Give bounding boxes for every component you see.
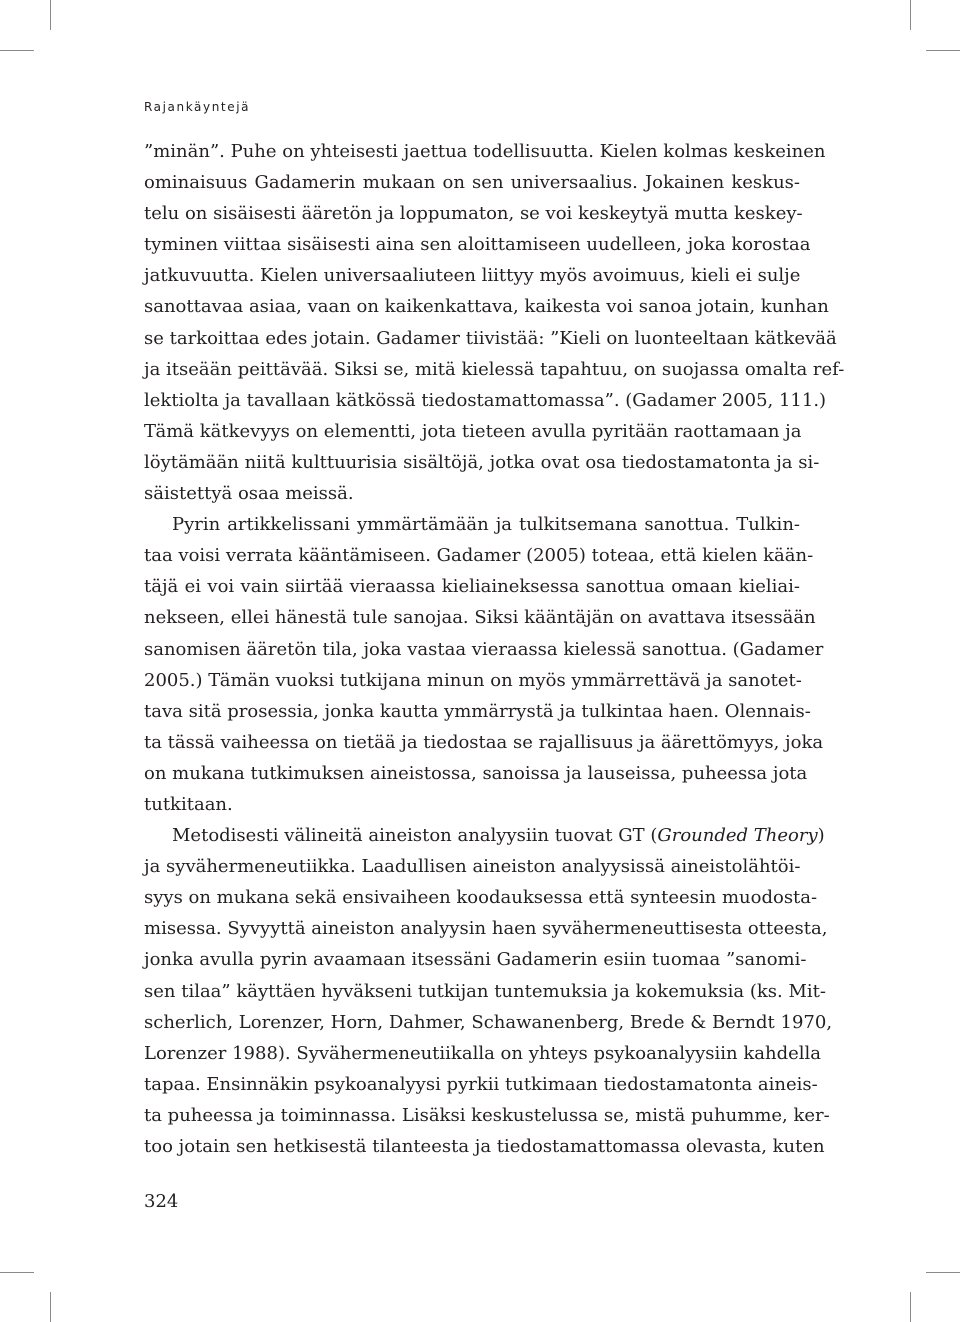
body-text [144, 136, 845, 1162]
crop-mark [50, 0, 51, 30]
text-line [144, 820, 825, 851]
text-line: tapaa. Ensinnäkin psykoanalyysi pyrkii tutkimaan tiedostamatonta aineis- [144, 1073, 818, 1095]
text-line: 2005.) Tämän vuoksi tutkijana minun on myös ymmärrettävä ja sanotet- [144, 669, 802, 691]
crop-mark [0, 1272, 34, 1273]
text-line: sanottavaa asiaa, vaan on kaikenkattava, kaikesta voi sanoa jotain, kunhan [144, 296, 829, 318]
text-line: on mukana tutkimuksen aineistossa, sanoissa ja lauseissa, puheessa jota [144, 762, 808, 784]
text-line: ja syvähermeneutiikka. Laadullisen aineiston analyysissä aineistolähtöi- [144, 856, 801, 878]
text-line: tava sitä prosessia, jonka kautta ymmärrystä ja tulkintaa haen. Olennais- [144, 700, 811, 722]
page-number: 324 [144, 1191, 179, 1212]
text-line: säistettyä osaa meissä. [144, 483, 354, 505]
crop-mark [910, 1292, 911, 1322]
text-line: sen tilaa” käyttäen hyväkseni tutkijan tuntemuksia ja kokemuksia (ks. Mit- [144, 980, 826, 1002]
crop-mark [50, 1292, 51, 1322]
text-line: täjä ei voi vain siirtää vieraassa kieliaineksessa sanottua omaan kieliai- [144, 576, 800, 598]
crop-mark [926, 1272, 960, 1273]
text-line: ta tässä vaiheessa on tietää ja tiedostaa se rajallisuus ja äärettömyys, joka [144, 731, 824, 753]
text-line: jonka avulla pyrin avaamaan itsessäni Gadamerin esiin tuomaa ”sanomi- [144, 949, 807, 971]
text-line: telu on sisäisesti ääretön ja loppumaton, se voi keskeytyä mutta keskey- [144, 203, 803, 225]
text-line: ja itseään peittävää. Siksi se, mitä kielessä tapahtuu, on suojassa omalta ref- [144, 358, 845, 380]
running-header: Rajankäyntejä [144, 100, 251, 114]
text-line: tyminen viittaa sisäisesti aina sen aloittamiseen uudelleen, joka korostaa [144, 234, 811, 256]
crop-mark [926, 50, 960, 51]
text-line: misessa. Syvyyttä aineiston analyysin haen syvähermeneuttisesta otteesta, [144, 918, 828, 940]
text-line: Pyrin artikkelissani ymmärtämään ja tulkitsemana sanottua. Tulkin- [172, 514, 800, 536]
crop-mark [910, 0, 911, 30]
text-line: löytämään niitä kulttuurisia sisältöjä, jotka ovat osa tiedostamatonta ja si- [144, 451, 820, 473]
text-line: ”minän”. Puhe on yhteisesti jaettua todellisuutta. Kielen kolmas keskeinen [144, 141, 826, 162]
text-line: tutkitaan. [144, 793, 233, 815]
text-line: scherlich, Lorenzer, Horn, Dahmer, Schawanenberg, Brede & Berndt 1970, [144, 1011, 833, 1033]
text-line: taa voisi verrata kääntämiseen. Gadamer (2005) toteaa, että kielen kään- [144, 545, 814, 567]
text-line: sanomisen ääretön tila, joka vastaa vieraassa kielessä sanottua. (Gadamer [144, 638, 824, 660]
text-fragment: ) [817, 825, 825, 847]
text-line: too jotain sen hetkisestä tilanteesta ja tiedostamattomassa olevasta, kuten [144, 1136, 825, 1157]
text-line: lektiolta ja tavallaan kätkössä tiedostamattomassa”. (Gadamer 2005, 111.) [144, 389, 827, 411]
text-line: ta puheessa ja toiminnassa. Lisäksi keskustelussa se, mistä puhumme, ker- [144, 1104, 830, 1126]
text-line: Lorenzer 1988). Syvähermeneutiikalla on yhteys psykoanalyysiin kahdella [144, 1042, 822, 1064]
text-line: jatkuvuutta. Kielen universaaliuteen liittyy myös avoimuus, kieli ei sulje [144, 265, 801, 287]
crop-mark [0, 50, 34, 51]
italic-term: Grounded Theory [657, 825, 818, 847]
text-line: se tarkoittaa edes jotain. Gadamer tiivistää: ”Kieli on luonteeltaan kätkevää [144, 327, 837, 349]
text-line: ominaisuus Gadamerin mukaan on sen universaalius. Jokainen keskus- [144, 172, 800, 194]
text-line: syys on mukana sekä ensivaiheen koodauksessa että synteesin muodosta- [144, 887, 818, 909]
text-line: Tämä kätkevyys on elementti, jota tieteen avulla pyritään raottamaan ja [144, 420, 802, 442]
text-line: nekseen, ellei hänestä tule sanojaa. Siksi kääntäjän on avattava itsessään [144, 607, 816, 629]
text-fragment: Metodisesti välineitä aineiston analyysiin tuovat GT ( [172, 825, 658, 847]
